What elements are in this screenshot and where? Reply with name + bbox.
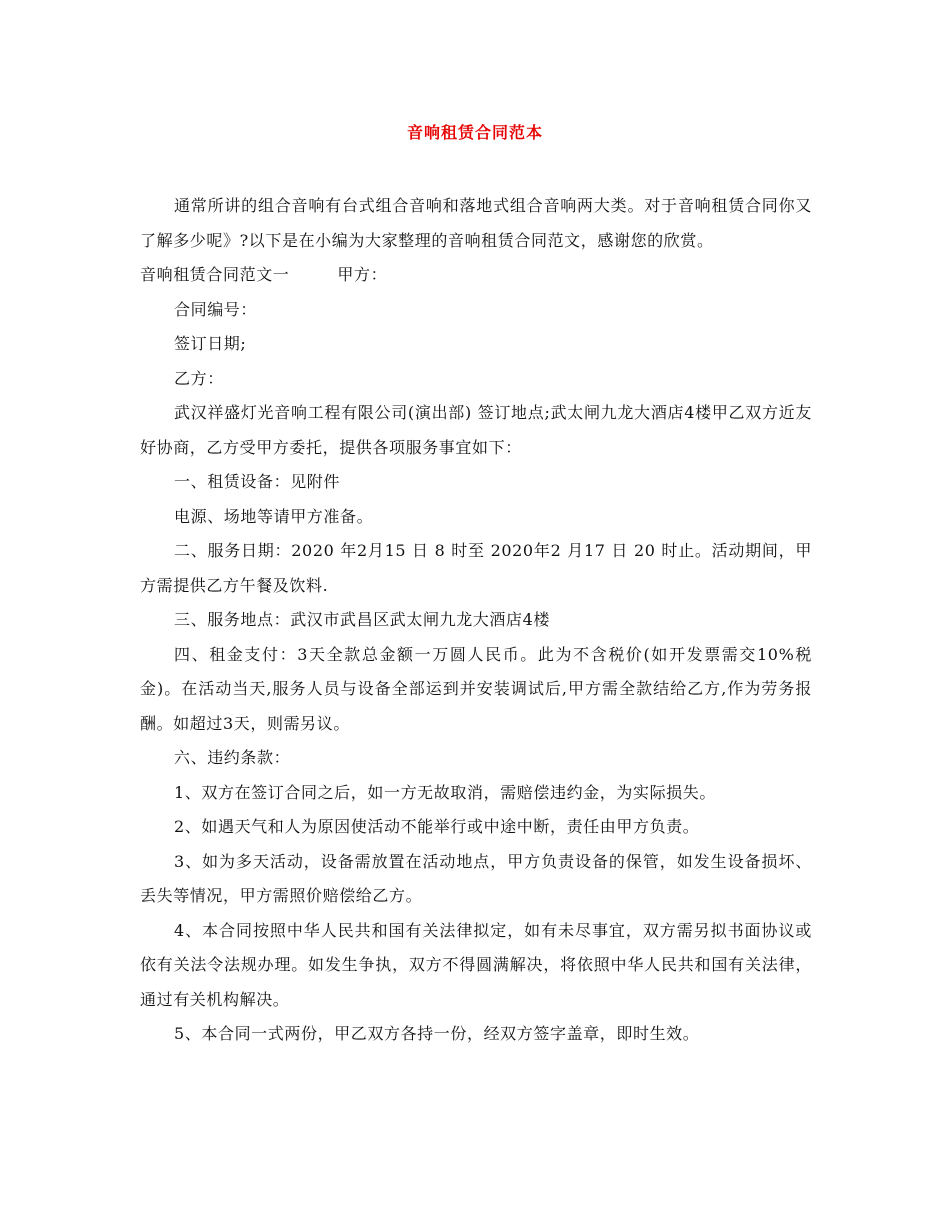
- power-note: 电源、场地等请甲方准备。: [174, 506, 374, 526]
- item-equipment: 一、租赁设备：见附件: [174, 472, 341, 491]
- item-service-location: 三、服务地点：武汉市武昌区武太闸九龙大酒店4楼: [174, 610, 550, 629]
- item-service-date: 二、服务日期：2020 年2月15 日 8 时至 2020年2 月17 日 20 时止。活动期间，甲方需提供乙方午餐及饮料.: [140, 541, 812, 595]
- party-a-label: 甲方：: [337, 265, 388, 284]
- sign-date-label: 签订日期;: [174, 334, 247, 353]
- document-body: [140, 189, 812, 1052]
- clause-4: 4、本合同按照中华人民共和国有关法律拟定，如有未尽事宜，双方需另拟书面协议或依有关法令法规办理。如发生争执，双方不得圆满解决，将依照中华人民共和国有关法律，通过有关机构解决。: [140, 920, 812, 1009]
- contract-heading-line: [140, 258, 812, 293]
- clause-5: 5、本合同一式两份，甲乙双方各持一份，经双方签字盖章，即时生效。: [174, 1024, 700, 1043]
- item-payment: 四、租金支付：3天全款总金额一万圆人民币。此为不含税价(如开发票需交10%税金)。在活动当天,服务人员与设备全部运到并安装调试后,甲方需全款结给乙方,作为劳务报酬。如超过3天，则需另议。: [140, 644, 812, 733]
- contract-number-label: 合同编号：: [174, 299, 258, 319]
- document-title: 音响租赁合同范本: [406, 123, 543, 142]
- intro-paragraph: 通常所讲的组合音响有台式组合音响和落地式组合音响两大类。对于音响租赁合同你又了解多少呢》?以下是在小编为大家整理的音响租赁合同范文，感谢您的欣赏。: [140, 196, 812, 250]
- party-b-label: 乙方：: [174, 368, 224, 388]
- contract-heading: 音响租赁合同范文一: [140, 265, 290, 284]
- clause-2: 2、如遇天气和人为原因使活动不能举行或中途中断，责任由甲方负责。: [174, 817, 700, 836]
- clause-3: 3、如为多天活动，设备需放置在活动地点，甲方负责设备的保管，如发生设备损坏、丢失等情况，甲方需照价赔偿给乙方。: [140, 851, 812, 905]
- item-breach-terms: 六、违约条款：: [174, 748, 291, 767]
- company-paragraph: 武汉祥盛灯光音响工程有限公司(演出部) 签订地点;武太闸九龙大酒店4楼甲乙双方近友好协商，乙方受甲方委托，提供各项服务事宜如下：: [140, 403, 812, 457]
- clause-1: 1、双方在签订合同之后，如一方无故取消，需赔偿违约金，为实际损失。: [174, 782, 716, 802]
